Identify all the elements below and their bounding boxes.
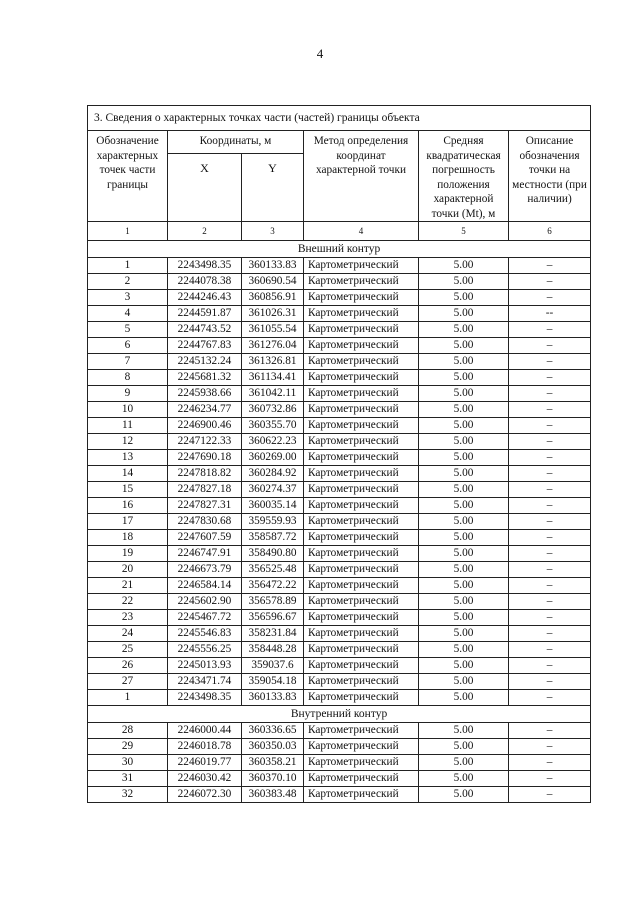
accuracy-cell: 5.00 — [419, 739, 509, 755]
point-cell: 5 — [88, 322, 168, 338]
point-cell: 10 — [88, 402, 168, 418]
x-coordinate-cell: 2245681.32 — [168, 370, 242, 386]
y-coordinate-cell: 360133.83 — [242, 690, 304, 706]
description-cell: – — [509, 739, 591, 755]
table-row — [88, 787, 591, 803]
method-cell: Картометрический — [304, 674, 419, 690]
header-coordinates: Координаты, м — [168, 131, 304, 154]
y-coordinate-cell: 360355.70 — [242, 418, 304, 434]
x-coordinate-cell: 2247607.59 — [168, 530, 242, 546]
description-cell: – — [509, 338, 591, 354]
y-coordinate-cell: 356578.89 — [242, 594, 304, 610]
method-cell: Картометрический — [304, 370, 419, 386]
x-coordinate-cell: 2246673.79 — [168, 562, 242, 578]
point-cell: 16 — [88, 498, 168, 514]
method-cell: Картометрический — [304, 258, 419, 274]
point-cell: 20 — [88, 562, 168, 578]
point-cell: 1 — [88, 258, 168, 274]
y-coordinate-cell: 361042.11 — [242, 386, 304, 402]
table-row — [88, 514, 591, 530]
x-coordinate-cell: 2247830.68 — [168, 514, 242, 530]
method-cell: Картометрический — [304, 642, 419, 658]
accuracy-cell: 5.00 — [419, 498, 509, 514]
point-cell: 19 — [88, 546, 168, 562]
y-coordinate-cell: 360274.37 — [242, 482, 304, 498]
accuracy-cell: 5.00 — [419, 402, 509, 418]
y-coordinate-cell: 360690.54 — [242, 274, 304, 290]
table-row — [88, 370, 591, 386]
point-cell: 18 — [88, 530, 168, 546]
description-cell: – — [509, 370, 591, 386]
y-coordinate-cell: 359559.93 — [242, 514, 304, 530]
table-row — [88, 402, 591, 418]
x-coordinate-cell: 2245013.93 — [168, 658, 242, 674]
x-coordinate-cell: 2245467.72 — [168, 610, 242, 626]
point-cell: 25 — [88, 642, 168, 658]
method-cell: Картометрический — [304, 594, 419, 610]
description-cell: – — [509, 642, 591, 658]
column-number: 3 — [242, 222, 304, 241]
accuracy-cell: 5.00 — [419, 578, 509, 594]
x-coordinate-cell: 2245602.90 — [168, 594, 242, 610]
y-coordinate-cell: 360284.92 — [242, 466, 304, 482]
method-cell: Картометрический — [304, 498, 419, 514]
description-cell: – — [509, 322, 591, 338]
x-coordinate-cell: 2246234.77 — [168, 402, 242, 418]
accuracy-cell: 5.00 — [419, 434, 509, 450]
x-coordinate-cell: 2243471.74 — [168, 674, 242, 690]
method-cell: Картометрический — [304, 690, 419, 706]
point-cell: 11 — [88, 418, 168, 434]
x-coordinate-cell: 2246584.14 — [168, 578, 242, 594]
method-cell: Картометрический — [304, 658, 419, 674]
y-coordinate-cell: 361276.04 — [242, 338, 304, 354]
accuracy-cell: 5.00 — [419, 258, 509, 274]
accuracy-cell: 5.00 — [419, 610, 509, 626]
table-row — [88, 258, 591, 274]
table-row — [88, 418, 591, 434]
x-coordinate-cell: 2246900.46 — [168, 418, 242, 434]
y-coordinate-cell: 358587.72 — [242, 530, 304, 546]
description-cell: – — [509, 466, 591, 482]
point-cell: 14 — [88, 466, 168, 482]
x-coordinate-cell: 2247122.33 — [168, 434, 242, 450]
x-coordinate-cell: 2243498.35 — [168, 690, 242, 706]
accuracy-cell: 5.00 — [419, 290, 509, 306]
point-cell: 24 — [88, 626, 168, 642]
description-cell: – — [509, 386, 591, 402]
point-cell: 23 — [88, 610, 168, 626]
method-cell: Картометрический — [304, 354, 419, 370]
point-cell: 2 — [88, 274, 168, 290]
description-cell: – — [509, 626, 591, 642]
header-accuracy: Средняя квадратическая погрешность положения характерной точки (Mt), м — [419, 131, 509, 222]
section-title: Внутренний контур — [88, 706, 591, 723]
x-coordinate-cell: 2245938.66 — [168, 386, 242, 402]
point-cell: 9 — [88, 386, 168, 402]
description-cell: – — [509, 274, 591, 290]
accuracy-cell: 5.00 — [419, 514, 509, 530]
description-cell: – — [509, 434, 591, 450]
table-body — [88, 106, 591, 803]
point-cell: 17 — [88, 514, 168, 530]
section-row — [88, 241, 591, 258]
table-row — [88, 739, 591, 755]
description-cell: – — [509, 562, 591, 578]
method-cell: Картометрический — [304, 530, 419, 546]
y-coordinate-cell: 356525.48 — [242, 562, 304, 578]
table-row — [88, 658, 591, 674]
header-description: Описание обозначения точки на местности (при наличии) — [509, 131, 591, 222]
accuracy-cell: 5.00 — [419, 450, 509, 466]
accuracy-cell: 5.00 — [419, 530, 509, 546]
y-coordinate-cell: 359054.18 — [242, 674, 304, 690]
x-coordinate-cell: 2244591.87 — [168, 306, 242, 322]
x-coordinate-cell: 2246747.91 — [168, 546, 242, 562]
y-coordinate-cell: 359037.6 — [242, 658, 304, 674]
method-cell: Картометрический — [304, 322, 419, 338]
description-cell: – — [509, 498, 591, 514]
table-row — [88, 674, 591, 690]
table-row — [88, 498, 591, 514]
description-cell: – — [509, 755, 591, 771]
method-cell: Картометрический — [304, 386, 419, 402]
accuracy-cell: 5.00 — [419, 354, 509, 370]
y-coordinate-cell: 360383.48 — [242, 787, 304, 803]
x-coordinate-cell: 2247827.31 — [168, 498, 242, 514]
table-row — [88, 274, 591, 290]
accuracy-cell: 5.00 — [419, 322, 509, 338]
x-coordinate-cell: 2246019.77 — [168, 755, 242, 771]
description-cell: – — [509, 787, 591, 803]
method-cell: Картометрический — [304, 274, 419, 290]
accuracy-cell: 5.00 — [419, 594, 509, 610]
method-cell: Картометрический — [304, 306, 419, 322]
table-row — [88, 546, 591, 562]
method-cell: Картометрический — [304, 723, 419, 739]
description-cell: – — [509, 258, 591, 274]
accuracy-cell: 5.00 — [419, 771, 509, 787]
point-cell: 32 — [88, 787, 168, 803]
y-coordinate-cell: 358231.84 — [242, 626, 304, 642]
column-number: 1 — [88, 222, 168, 241]
accuracy-cell: 5.00 — [419, 626, 509, 642]
table-caption: 3. Сведения о характерных точках части (частей) границы объекта — [88, 106, 591, 131]
column-number: 5 — [419, 222, 509, 241]
description-cell: – — [509, 690, 591, 706]
description-cell: – — [509, 546, 591, 562]
accuracy-cell: 5.00 — [419, 546, 509, 562]
header-row — [88, 131, 591, 154]
column-numbers-row — [88, 222, 591, 241]
description-cell: – — [509, 530, 591, 546]
y-coordinate-cell: 358490.80 — [242, 546, 304, 562]
method-cell: Картометрический — [304, 546, 419, 562]
point-cell: 28 — [88, 723, 168, 739]
accuracy-cell: 5.00 — [419, 482, 509, 498]
header-point-designation: Обозначение характерных точек части границы — [88, 131, 168, 222]
column-number: 6 — [509, 222, 591, 241]
table-row — [88, 755, 591, 771]
x-coordinate-cell: 2247827.18 — [168, 482, 242, 498]
method-cell: Картометрический — [304, 514, 419, 530]
boundary-points-table — [87, 105, 591, 803]
accuracy-cell: 5.00 — [419, 370, 509, 386]
method-cell: Картометрический — [304, 434, 419, 450]
accuracy-cell: 5.00 — [419, 306, 509, 322]
table-row — [88, 482, 591, 498]
method-cell: Картометрический — [304, 787, 419, 803]
accuracy-cell: 5.00 — [419, 386, 509, 402]
y-coordinate-cell: 358448.28 — [242, 642, 304, 658]
accuracy-cell: 5.00 — [419, 466, 509, 482]
table-row — [88, 354, 591, 370]
table-row — [88, 626, 591, 642]
table-row — [88, 450, 591, 466]
y-coordinate-cell: 361134.41 — [242, 370, 304, 386]
point-cell: 29 — [88, 739, 168, 755]
point-cell: 22 — [88, 594, 168, 610]
point-cell: 12 — [88, 434, 168, 450]
description-cell: -- — [509, 306, 591, 322]
header-y: Y — [242, 153, 304, 221]
x-coordinate-cell: 2244743.52 — [168, 322, 242, 338]
description-cell: – — [509, 658, 591, 674]
header-method: Метод определения координат характерной точки — [304, 131, 419, 222]
x-coordinate-cell: 2244767.83 — [168, 338, 242, 354]
table-row — [88, 306, 591, 322]
accuracy-cell: 5.00 — [419, 755, 509, 771]
x-coordinate-cell: 2245132.24 — [168, 354, 242, 370]
y-coordinate-cell: 361326.81 — [242, 354, 304, 370]
y-coordinate-cell: 360358.21 — [242, 755, 304, 771]
point-cell: 7 — [88, 354, 168, 370]
table-row — [88, 290, 591, 306]
method-cell: Картометрический — [304, 771, 419, 787]
method-cell: Картометрический — [304, 450, 419, 466]
description-cell: – — [509, 290, 591, 306]
point-cell: 27 — [88, 674, 168, 690]
method-cell: Картометрический — [304, 610, 419, 626]
page-number: 4 — [316, 46, 324, 61]
y-coordinate-cell: 356596.67 — [242, 610, 304, 626]
x-coordinate-cell: 2247690.18 — [168, 450, 242, 466]
method-cell: Картометрический — [304, 418, 419, 434]
table-row — [88, 338, 591, 354]
method-cell: Картометрический — [304, 578, 419, 594]
table-row — [88, 562, 591, 578]
x-coordinate-cell: 2243498.35 — [168, 258, 242, 274]
description-cell: – — [509, 674, 591, 690]
method-cell: Картометрический — [304, 290, 419, 306]
point-cell: 3 — [88, 290, 168, 306]
x-coordinate-cell: 2246018.78 — [168, 739, 242, 755]
y-coordinate-cell: 360370.10 — [242, 771, 304, 787]
description-cell: – — [509, 723, 591, 739]
table-row — [88, 530, 591, 546]
column-number: 2 — [168, 222, 242, 241]
description-cell: – — [509, 482, 591, 498]
y-coordinate-cell: 360269.00 — [242, 450, 304, 466]
method-cell: Картометрический — [304, 402, 419, 418]
method-cell: Картометрический — [304, 482, 419, 498]
point-cell: 6 — [88, 338, 168, 354]
point-cell: 13 — [88, 450, 168, 466]
column-number: 4 — [304, 222, 419, 241]
description-cell: – — [509, 450, 591, 466]
section-row — [88, 706, 591, 723]
y-coordinate-cell: 356472.22 — [242, 578, 304, 594]
y-coordinate-cell: 360856.91 — [242, 290, 304, 306]
x-coordinate-cell: 2246000.44 — [168, 723, 242, 739]
y-coordinate-cell: 360035.14 — [242, 498, 304, 514]
caption-row — [88, 106, 591, 131]
accuracy-cell: 5.00 — [419, 658, 509, 674]
method-cell: Картометрический — [304, 755, 419, 771]
x-coordinate-cell: 2246030.42 — [168, 771, 242, 787]
table-row — [88, 578, 591, 594]
method-cell: Картометрический — [304, 739, 419, 755]
accuracy-cell: 5.00 — [419, 562, 509, 578]
section-title: Внешний контур — [88, 241, 591, 258]
point-cell: 4 — [88, 306, 168, 322]
table-row — [88, 723, 591, 739]
method-cell: Картометрический — [304, 338, 419, 354]
method-cell: Картометрический — [304, 626, 419, 642]
description-cell: – — [509, 402, 591, 418]
table-row — [88, 771, 591, 787]
y-coordinate-cell: 360622.23 — [242, 434, 304, 450]
point-cell: 21 — [88, 578, 168, 594]
x-coordinate-cell: 2245556.25 — [168, 642, 242, 658]
x-coordinate-cell: 2244246.43 — [168, 290, 242, 306]
description-cell: – — [509, 594, 591, 610]
description-cell: – — [509, 771, 591, 787]
table-row — [88, 322, 591, 338]
accuracy-cell: 5.00 — [419, 274, 509, 290]
table-row — [88, 434, 591, 450]
point-cell: 15 — [88, 482, 168, 498]
y-coordinate-cell: 360336.65 — [242, 723, 304, 739]
accuracy-cell: 5.00 — [419, 642, 509, 658]
x-coordinate-cell: 2247818.82 — [168, 466, 242, 482]
table-row — [88, 594, 591, 610]
x-coordinate-cell: 2246072.30 — [168, 787, 242, 803]
x-coordinate-cell: 2244078.38 — [168, 274, 242, 290]
point-cell: 26 — [88, 658, 168, 674]
x-coordinate-cell: 2245546.83 — [168, 626, 242, 642]
table-row — [88, 610, 591, 626]
description-cell: – — [509, 610, 591, 626]
table-row — [88, 466, 591, 482]
accuracy-cell: 5.00 — [419, 690, 509, 706]
point-cell: 8 — [88, 370, 168, 386]
accuracy-cell: 5.00 — [419, 674, 509, 690]
accuracy-cell: 5.00 — [419, 338, 509, 354]
description-cell: – — [509, 418, 591, 434]
accuracy-cell: 5.00 — [419, 723, 509, 739]
method-cell: Картометрический — [304, 466, 419, 482]
point-cell: 31 — [88, 771, 168, 787]
description-cell: – — [509, 354, 591, 370]
y-coordinate-cell: 360133.83 — [242, 258, 304, 274]
table-row — [88, 690, 591, 706]
y-coordinate-cell: 361026.31 — [242, 306, 304, 322]
y-coordinate-cell: 360350.03 — [242, 739, 304, 755]
header-x: X — [168, 153, 242, 221]
y-coordinate-cell: 361055.54 — [242, 322, 304, 338]
accuracy-cell: 5.00 — [419, 418, 509, 434]
y-coordinate-cell: 360732.86 — [242, 402, 304, 418]
point-cell: 1 — [88, 690, 168, 706]
table-row — [88, 386, 591, 402]
table-row — [88, 642, 591, 658]
description-cell: – — [509, 514, 591, 530]
method-cell: Картометрический — [304, 562, 419, 578]
accuracy-cell: 5.00 — [419, 787, 509, 803]
point-cell: 30 — [88, 755, 168, 771]
description-cell: – — [509, 578, 591, 594]
